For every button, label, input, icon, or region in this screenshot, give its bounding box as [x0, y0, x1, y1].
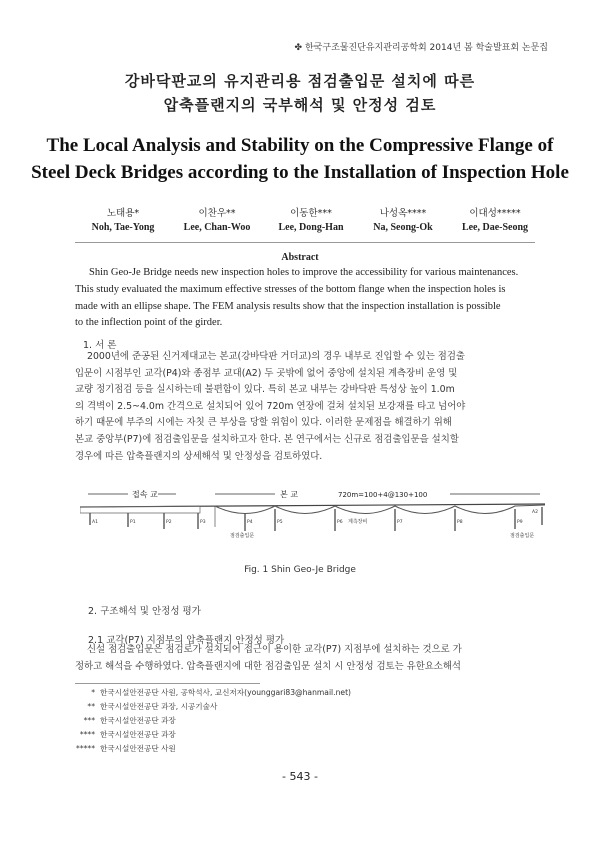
footnote-text: 한국시설안전공단 과장, 시공기술사 [100, 702, 218, 711]
abstract-line: to the inflection point of the girder. [75, 317, 223, 329]
header-text: 한국구조물진단유지관리공학회 2014년 봄 학술발표회 논문집 [304, 43, 548, 53]
pier-label: A2 [532, 510, 538, 515]
title-divider [75, 242, 535, 243]
author-5-en: Lee, Dae-Seong [461, 222, 529, 233]
author-5 [440, 205, 550, 233]
author-1-ko: 노태용* [106, 208, 140, 219]
title-en-line-2: Steel Deck Bridges according to the Installation of Inspection Hole [31, 162, 569, 183]
span-label: 720m=100+4@130+100 [338, 491, 428, 499]
title-en-line-1: The Local Analysis and Stability on the Compressive Flange of [46, 135, 554, 156]
footnote-1 [55, 686, 351, 700]
section-1-line: 의 격벽이 2.5~4.0m 간격으로 설치되어 있어 720m 연장에 걸쳐 설치된 보강재를 타고 넘어야 [75, 400, 466, 412]
footnote-divider [75, 683, 260, 684]
page-number: - 543 - [282, 770, 318, 783]
section-2-title: 2. 구조해석 및 안정성 평가 [88, 606, 201, 617]
author-3-en: Lee, Dong-Han [278, 222, 344, 233]
title-ko-line-1: 강바닥판교의 유지관리용 점검출입문 설치에 따른 [124, 72, 476, 90]
author-4-ko: 나성옥**** [379, 208, 427, 219]
section-1-body [75, 349, 530, 465]
box-label: 점검출입문 [510, 533, 535, 539]
abstract-title: Abstract [281, 252, 319, 263]
author-1-en: Noh, Tae-Yong [91, 222, 155, 233]
section-1-line: 경우에 따른 압축플랜지의 상세해석 및 안정성을 검토하였다. [75, 450, 323, 462]
title-ko-line-2: 압축플랜지의 국부해석 및 안정성 검토 [163, 96, 437, 114]
footnote-text: 한국시설안전공단 과장 [100, 730, 176, 739]
pier-label: P3 [200, 520, 206, 525]
pier-label: P6 [337, 520, 343, 525]
section-1-line: 하기 때문에 부주의 시에는 자칫 큰 부상을 당할 위험이 있다. 이러한 문제점을 해결하기 위해 [75, 417, 452, 429]
pier-group [90, 507, 542, 531]
running-header [0, 40, 548, 53]
section-2-1-title: 2.1 교각(P7) 지점부의 압축플랜지 안정성 평가 [88, 635, 285, 646]
footnote-text: 한국시설안전공단 사원 [100, 744, 176, 753]
footnote-mark: **** [79, 730, 95, 739]
abstract-body [75, 265, 530, 332]
section-1-line: 2000년에 준공된 신거제대교는 본교(강바닥판 거더교)의 경우 내부로 진입할 수 있는 점검출 [87, 351, 465, 362]
pier-label: A1 [92, 520, 98, 525]
footnote-4 [55, 728, 351, 742]
footnote-text: 한국시설안전공단 과장 [100, 716, 176, 725]
section-1-line: 교량 정기점검 등을 실시하는데 불편함이 있다. 특히 본교 내부는 강바닥판 특성상 높이 1.0m [75, 384, 455, 396]
header-mark-icon: ✤ [294, 43, 302, 53]
footnote-mark: ***** [76, 744, 95, 753]
footnote-text: 한국시설안전공단 사원, 공학석사, 교신저자(younggari83@hanmail.net) [100, 688, 352, 697]
pier-label: P7 [397, 520, 403, 525]
pier-label: P8 [457, 520, 463, 525]
pier-label: P9 [517, 520, 523, 525]
main-bridge-label: 본 교 [280, 490, 298, 499]
author-2-en: Lee, Chan-Woo [183, 222, 251, 233]
section-2-1-body [75, 642, 530, 675]
footnote-2 [55, 700, 351, 714]
abstract-line: made with an ellipse shape. The FEM analysis results show that the inspection installation is possible [75, 300, 501, 312]
footnote-mark: *** [83, 716, 95, 725]
bridge-elevation-figure [80, 483, 550, 551]
section-2-1-line: 신설 점검출입문은 점검로가 설치되어 접근이 용이한 교각(P7) 지점부에 설치하는 것으로 가 [87, 644, 462, 655]
footnote-3 [55, 714, 351, 728]
abstract-line: Shin Geo-Je Bridge needs new inspection holes to improve the accessibility for various maintenances. [89, 267, 519, 278]
pier-label: P4 [247, 520, 253, 525]
figure-caption: Fig. 1 Shin Geo-Je Bridge [244, 565, 356, 575]
author-2-ko: 이찬우** [198, 208, 236, 219]
section-1-line: 본교 중앙부(P7)에 점검출입문을 설치하고자 한다. 본 연구에서는 신규로 점검출입문을 설치할 [75, 433, 459, 445]
pier-label: P2 [166, 520, 172, 525]
abstract-line: This study evaluated the maximum effective stresses of the bottom flange when the inspection holes is [75, 283, 506, 295]
approach-bridge-label: 접속 교 [132, 490, 158, 499]
box-label: 계측장비 [348, 519, 368, 525]
footnote-mark: * [91, 688, 95, 697]
footnote-mark: ** [87, 702, 95, 711]
section-2-1-line: 정하고 해석을 수행하였다. 압축플랜지에 대한 점검출입문 설치 시 안정성 검토는 유한요소해석 [75, 660, 461, 672]
author-3-ko: 이동한*** [290, 208, 332, 219]
pier-label: P5 [277, 520, 283, 525]
section-1-line: 입문이 시점부인 교각(P4)와 종점부 교대(A2) 두 곳밖에 없어 중앙에 설치된 계측장비 운영 및 [75, 367, 458, 379]
box-label: 점검출입문 [230, 533, 255, 539]
author-5-ko: 이대성***** [469, 208, 521, 219]
section-1-title: 1. 서 론 [83, 340, 117, 351]
footnote-5 [55, 742, 351, 756]
author-4-en: Na, Seong-Ok [373, 222, 433, 233]
pier-label: P1 [130, 520, 136, 525]
footnotes [55, 686, 351, 756]
